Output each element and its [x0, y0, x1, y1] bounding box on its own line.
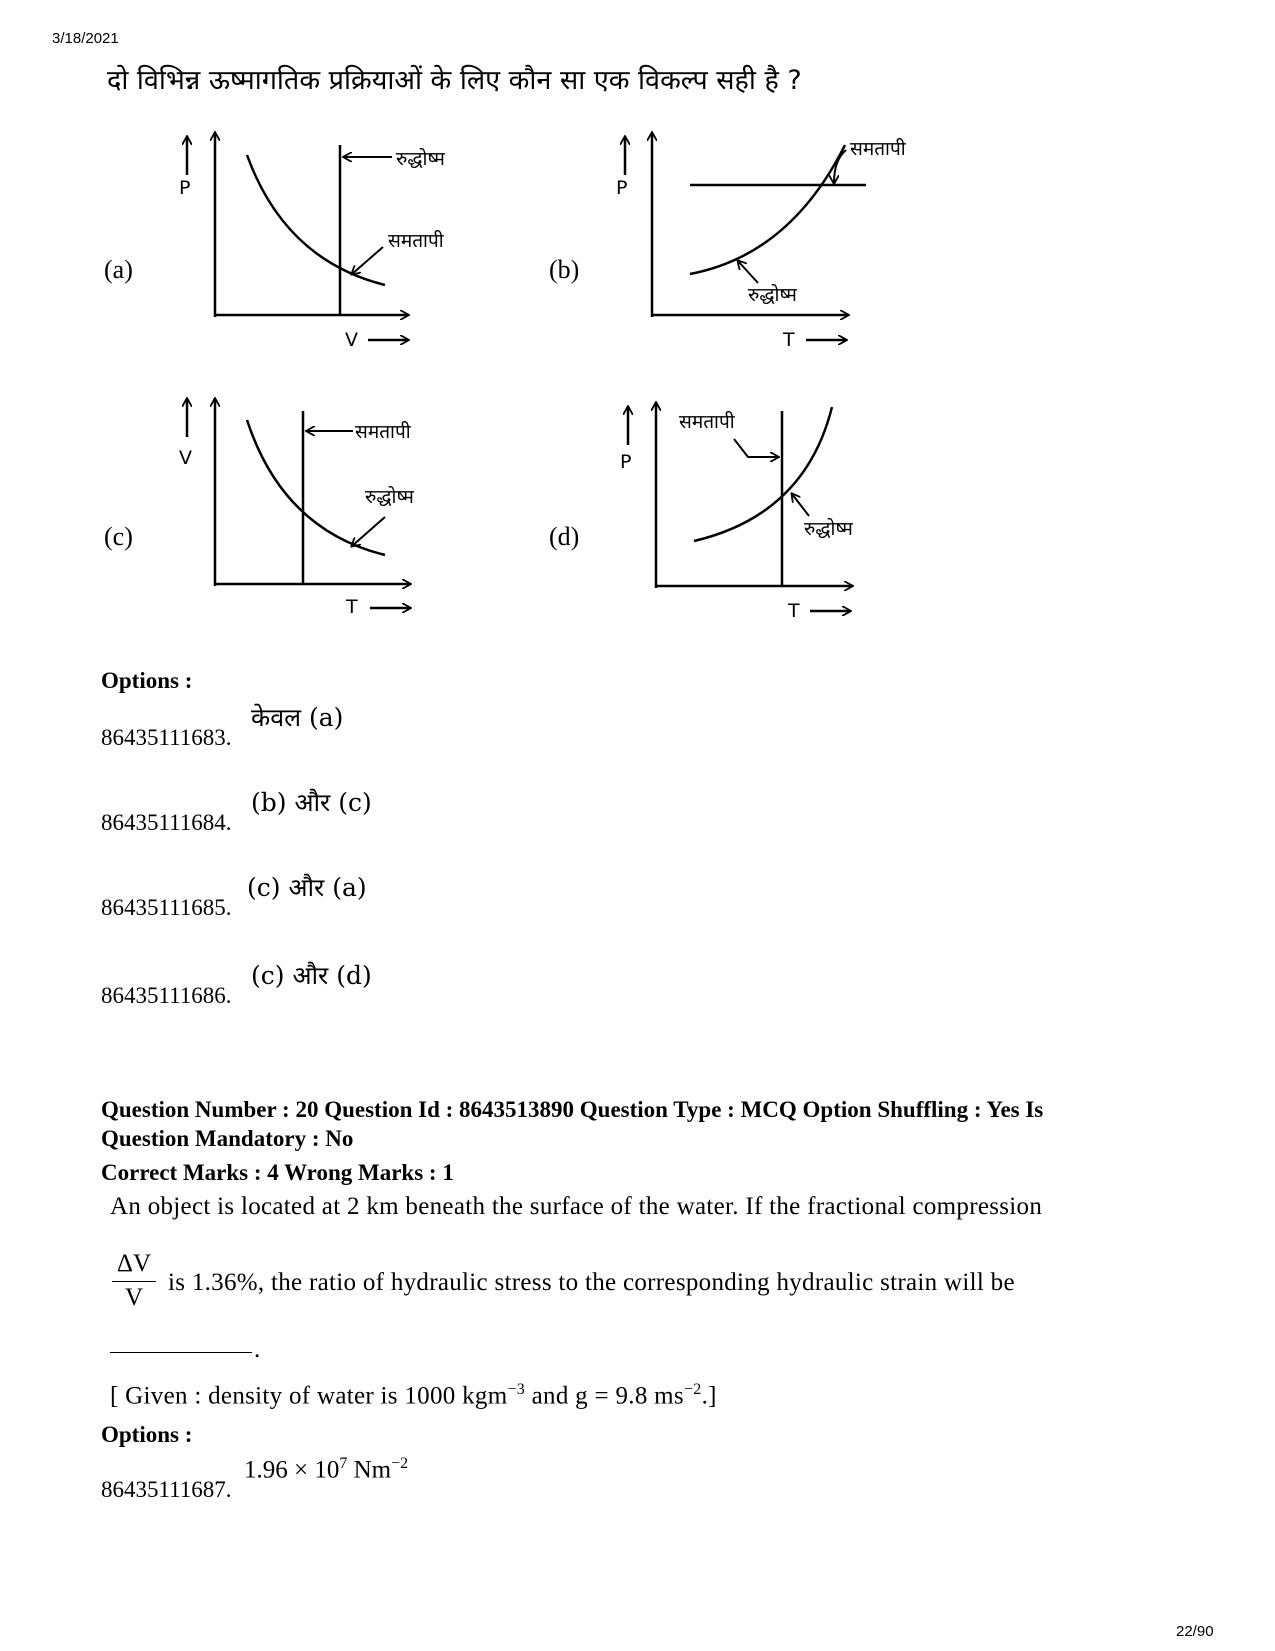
figure-a-isothermal-label: समतापी	[388, 230, 444, 252]
q19-options-title: Options :	[101, 668, 193, 693]
figure-a-x-label: V	[345, 329, 358, 351]
figure-c-adiabatic-label: रुद्धोष्म	[365, 486, 414, 508]
print-date: 3/18/2021	[52, 30, 119, 47]
q20-marks: Correct Marks : 4 Wrong Marks : 1	[101, 1160, 454, 1185]
figure-b-adiabatic-curve	[690, 145, 845, 274]
figure-c-adiabatic-pointer	[352, 517, 385, 546]
page-number: 22/90	[1176, 1623, 1214, 1640]
figure-b	[625, 133, 866, 340]
figure-d-x-label: T	[788, 600, 800, 622]
figure-d-isothermal-pointer	[734, 439, 778, 457]
option-exp: 7	[339, 1455, 348, 1472]
option-id: 86435111685.	[101, 895, 232, 920]
option-unit-exp: −2	[391, 1455, 409, 1472]
figure-a-y-label: P	[179, 177, 191, 199]
figure-c-label: (c)	[104, 522, 133, 551]
given-prefix: [ Given : density of water is 1000 kgm	[110, 1382, 508, 1410]
figure-a-isothermal-curve	[247, 155, 385, 285]
figure-d	[628, 403, 852, 611]
figure-d-y-label: P	[620, 451, 632, 473]
q20-text-line-2: is 1.36%, the ratio of hydraulic stress to the corresponding hydraulic strain will be	[168, 1269, 1015, 1296]
question-19-text: दो विभिन्न ऊष्मागतिक प्रक्रियाओं के लिए कौन सा एक विकल्प सही है ?	[107, 65, 802, 96]
q20-meta-line-2: Question Mandatory : No	[101, 1126, 354, 1151]
option-id: 86435111687.	[101, 1477, 232, 1502]
figure-c-y-label: V	[179, 447, 192, 469]
fraction-dv-v	[112, 1250, 156, 1312]
option-text	[244, 1455, 408, 1484]
q20-meta	[101, 1095, 1181, 1153]
option-text: (c) और (a)	[247, 873, 367, 902]
q20-options-title: Options :	[101, 1422, 193, 1447]
option-text: केवल (a)	[251, 703, 344, 732]
figure-a-label: (a)	[104, 255, 133, 284]
figure-b-isothermal-label: समतापी	[850, 138, 906, 160]
figure-d-adiabatic-label: रुद्धोष्म	[804, 518, 853, 540]
figure-b-x-label: T	[783, 329, 795, 351]
option-id: 86435111686.	[101, 983, 232, 1008]
figure-d-label: (d)	[549, 522, 580, 551]
figure-c-isothermal-label: समतापी	[355, 421, 411, 443]
fraction-bar	[112, 1281, 156, 1282]
given-mid: and g = 9.8 ms	[525, 1382, 684, 1410]
fraction-denominator: V	[124, 1284, 144, 1311]
figure-c-x-label: T	[346, 596, 358, 618]
option-id: 86435111684.	[101, 810, 232, 835]
figure-a	[187, 133, 408, 340]
q20-text-line-1: An object is located at 2 km beneath the surface of the water. If the fractional compression	[110, 1193, 1043, 1220]
given-exp-1: −3	[507, 1381, 526, 1398]
option-id: 86435111683.	[101, 725, 232, 750]
option-unit: Nm	[347, 1456, 392, 1484]
figure-d-adiabatic-pointer	[792, 494, 809, 516]
figure-a-isothermal-pointer	[352, 247, 383, 274]
given-suffix: .]	[701, 1382, 717, 1410]
answer-blank-period: .	[254, 1336, 261, 1363]
answer-blank	[110, 1352, 252, 1353]
figure-d-isothermal-label: समतापी	[679, 411, 735, 433]
thermodynamic-graphs	[0, 0, 1275, 660]
fraction-numerator: ΔV	[116, 1250, 152, 1277]
figure-b-adiabatic-label: रुद्धोष्म	[748, 284, 797, 306]
figure-b-label: (b)	[549, 255, 580, 284]
option-text: (b) और (c)	[251, 788, 372, 817]
option-text: (c) और (d)	[251, 961, 372, 990]
q20-meta-line-1: Question Number : 20 Question Id : 8643513890 Question Type : MCQ Option Shuffling : Yes Is	[101, 1097, 1044, 1122]
q20-option-1[interactable]	[101, 1455, 501, 1515]
figure-b-adiabatic-pointer	[738, 261, 758, 283]
q20-given	[110, 1381, 717, 1410]
figure-a-adiabatic-label: रुद्धोष्म	[396, 148, 445, 170]
option-base: 1.96 × 10	[244, 1456, 340, 1484]
given-exp-2: −2	[683, 1381, 702, 1398]
figure-b-y-label: P	[616, 177, 628, 199]
